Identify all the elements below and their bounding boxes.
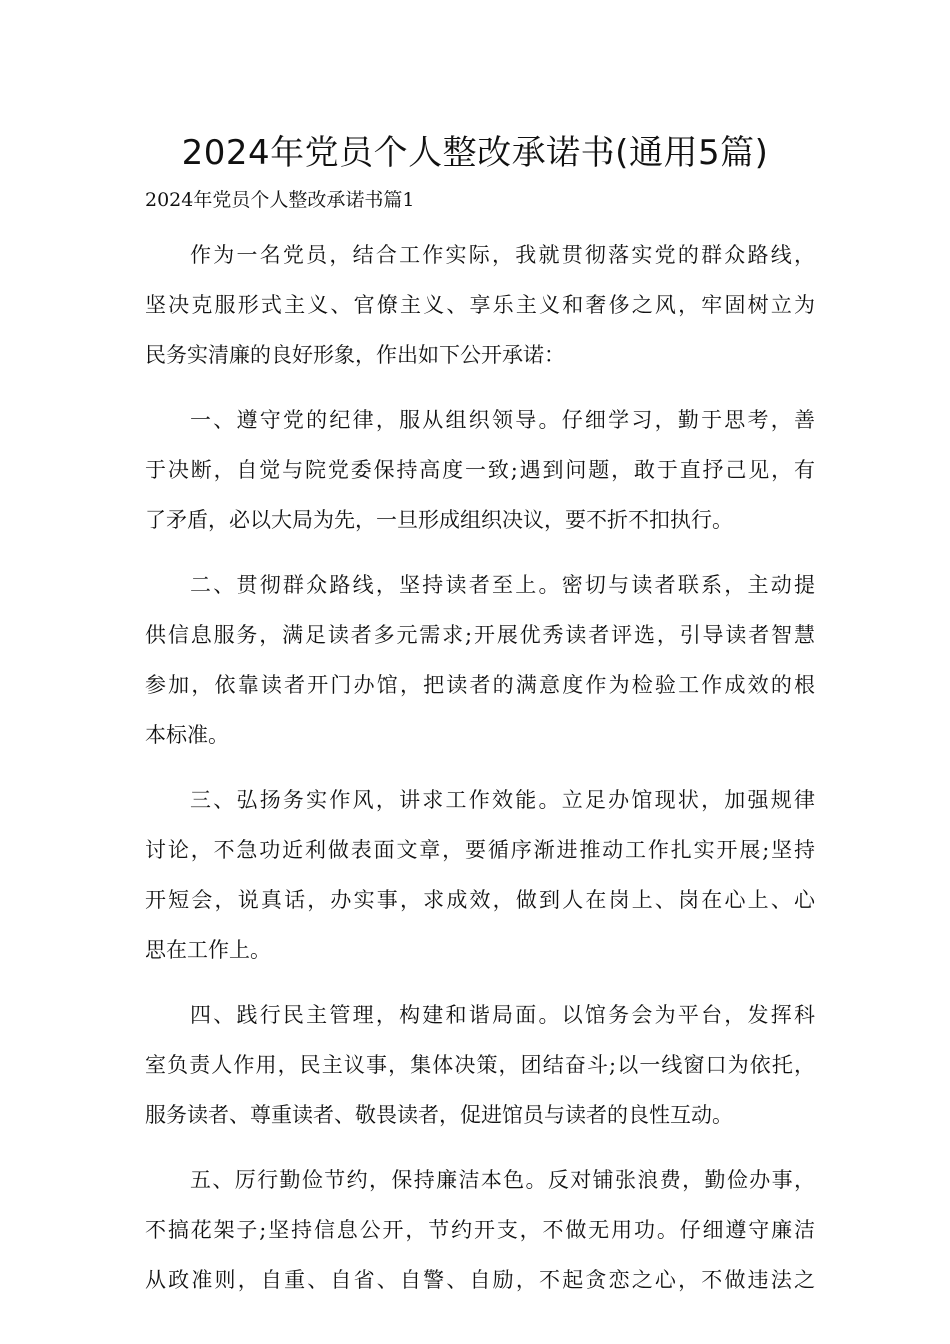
text-line: 一、遵守党的纪律，服从组织领导。仔细学习，勤于思考，善 — [190, 408, 815, 432]
text-line: 从政准则，自重、自省、自警、自励，不起贪恋之心，不做违法之 — [145, 1268, 815, 1292]
text-line: 作为一名党员，结合工作实际，我就贯彻落实党的群众路线， — [190, 243, 815, 267]
text-line: 民务实清廉的良好形象，作出如下公开承诺： — [145, 343, 565, 367]
paragraph-item-2 — [145, 560, 815, 760]
text-line: 思在工作上。 — [145, 938, 271, 962]
text-line: 四、践行民主管理，构建和谐局面。以馆务会为平台，发挥科 — [190, 1003, 815, 1027]
paragraph-item-4 — [145, 990, 815, 1140]
section-heading: 2024年党员个人整改承诺书篇1 — [145, 189, 415, 211]
text-line: 不搞花架子;坚持信息公开，节约开支，不做无用功。仔细遵守廉洁 — [145, 1218, 815, 1242]
paragraph-intro — [145, 230, 815, 380]
document-title: 2024年党员个人整改承诺书(通用5篇) — [181, 133, 769, 173]
text-line: 了矛盾，必以大局为先，一旦形成组织决议，要不折不扣执行。 — [145, 508, 733, 532]
paragraph-item-3 — [145, 775, 815, 975]
text-line: 讨论，不急功近利做表面文章，要循序渐进推动工作扎实开展;坚持 — [145, 838, 815, 862]
text-line: 开短会，说真话，办实事，求成效，做到人在岗上、岗在心上、心 — [145, 888, 815, 912]
text-line: 本标准。 — [145, 723, 229, 747]
text-line: 三、弘扬务实作风，讲求工作效能。立足办馆现状，加强规律 — [190, 788, 815, 812]
paragraph-item-5 — [145, 1155, 815, 1305]
text-line: 二、贯彻群众路线，坚持读者至上。密切与读者联系，主动提 — [190, 573, 815, 597]
text-line: 于决断，自觉与院党委保持高度一致;遇到问题，敢于直抒己见，有 — [145, 458, 815, 482]
paragraph-item-1 — [145, 395, 815, 545]
text-line: 坚决克服形式主义、官僚主义、享乐主义和奢侈之风，牢固树立为 — [145, 293, 815, 317]
text-line: 供信息服务，满足读者多元需求;开展优秀读者评选，引导读者智慧 — [145, 623, 815, 647]
text-line: 参加，依靠读者开门办馆，把读者的满意度作为检验工作成效的根 — [145, 673, 815, 697]
text-line: 五、厉行勤俭节约，保持廉洁本色。反对铺张浪费，勤俭办事， — [190, 1168, 815, 1192]
text-line: 室负责人作用，民主议事，集体决策，团结奋斗;以一线窗口为依托， — [145, 1053, 815, 1077]
text-line: 服务读者、尊重读者、敬畏读者，促进馆员与读者的良性互动。 — [145, 1103, 733, 1127]
document-body — [145, 230, 815, 1320]
